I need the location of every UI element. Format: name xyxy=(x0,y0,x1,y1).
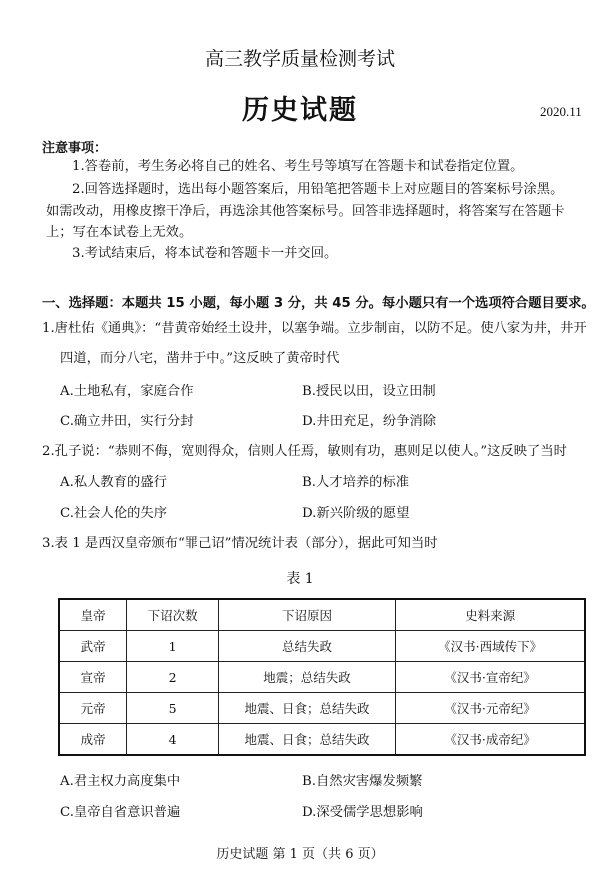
table-row xyxy=(59,631,585,662)
table-cell: 总结失政 xyxy=(218,631,395,662)
notice-title: 注意事项： xyxy=(42,141,108,156)
edict-table xyxy=(58,598,586,756)
q1-option-b: B.授民以田，设立田制 xyxy=(302,384,436,399)
q1-stem-line-2: 四道，而分八宅，凿井于中。”这反映了黄帝时代 xyxy=(60,351,340,366)
q2-option-c: C.社会人伦的失序 xyxy=(60,506,168,521)
table-cell: 《汉书·元帝纪》 xyxy=(396,693,585,724)
table-cell: 地震；总结失政 xyxy=(218,662,395,693)
q1-option-c: C.确立井田，实行分封 xyxy=(60,414,194,429)
exam-title: 高三教学质量检测考试 xyxy=(204,48,395,70)
notice-item-1: 1.答卷前，考生务必将自己的姓名、考生号等填写在答题卡和试卷指定位置。 xyxy=(72,159,524,174)
table-cell: 1 xyxy=(127,631,219,662)
table-row xyxy=(59,693,585,724)
table-header-cell: 下诏次数 xyxy=(127,599,219,631)
table-cell: 成帝 xyxy=(59,724,127,756)
q3-option-c: C.皇帝自省意识普遍 xyxy=(60,805,181,820)
table-cell: 《汉书·西域传下》 xyxy=(396,631,585,662)
q3-option-d: D.深受儒学思想影响 xyxy=(302,805,423,820)
q2-option-a: A.私人教育的盛行 xyxy=(60,475,167,490)
q2-option-d: D.新兴阶级的愿望 xyxy=(302,506,410,521)
page-footer: 历史试题 第 1 页（共 6 页） xyxy=(216,847,384,862)
table-cell: 地震、日食；总结失政 xyxy=(218,693,395,724)
q2-option-b: B.人才培养的标准 xyxy=(302,475,410,490)
table-cell: 4 xyxy=(127,724,219,756)
notice-item-2-line-2: 如需改动，用橡皮擦干净后，再选涂其他答案标号。回答非选择题时，将答案写在答题卡 xyxy=(46,204,565,219)
table-cell: 地震、日食；总结失政 xyxy=(218,724,395,756)
table-cell: 《汉书·成帝纪》 xyxy=(396,724,585,756)
notice-item-3: 3.考试结束后，将本试卷和答题卡一并交回。 xyxy=(72,246,338,261)
notice-item-2-line-3: 上；写在本试卷上无效。 xyxy=(46,225,193,240)
table-header-cell: 史料来源 xyxy=(396,599,585,631)
q3-option-a: A.君主权力高度集中 xyxy=(60,774,181,789)
q1-stem-line-1: 1.唐杜佑《通典》：“昔黄帝始经土设井，以塞争端。立步制亩，以防不足。使八家为井，井开 xyxy=(42,321,587,336)
table-row xyxy=(59,662,585,693)
table-cell: 2 xyxy=(127,662,219,693)
table-cell: 武帝 xyxy=(59,631,127,662)
q3-stem: 3.表 1 是西汉皇帝颁布“罪己诏”情况统计表（部分），据此可知当时 xyxy=(42,536,438,551)
table-cell: 元帝 xyxy=(59,693,127,724)
q1-option-a: A.土地私有，家庭合作 xyxy=(60,384,194,399)
q3-option-b: B.自然灾害爆发频繁 xyxy=(302,774,423,789)
table-header-cell: 下诏原因 xyxy=(218,599,395,631)
notice-item-2-line-1: 2.回答选择题时，选出每小题答案后，用铅笔把答题卡上对应题目的答案标号涂黑。 xyxy=(72,182,564,197)
table-row xyxy=(59,724,585,756)
q2-stem: 2.孔子说：“恭则不侮，宽则得众，信则人任焉，敏则有功，惠则足以使人。”这反映了当时 xyxy=(42,444,567,459)
table-header-row xyxy=(59,599,585,631)
table-cell: 《汉书·宣帝纪》 xyxy=(396,662,585,693)
section-heading: 一、选择题：本题共 15 小题，每小题 3 分，共 45 分。每小题只有一个选项符合题目要求。 xyxy=(42,296,595,311)
table-header-cell: 皇帝 xyxy=(59,599,127,631)
q1-option-d: D.井田充足，纷争消除 xyxy=(302,414,437,429)
table-cell: 5 xyxy=(127,693,219,724)
subject-title: 历史试题 xyxy=(242,95,358,126)
table-caption: 表 1 xyxy=(286,571,314,587)
table-cell: 宣帝 xyxy=(59,662,127,693)
exam-date: 2020.11 xyxy=(540,104,582,119)
